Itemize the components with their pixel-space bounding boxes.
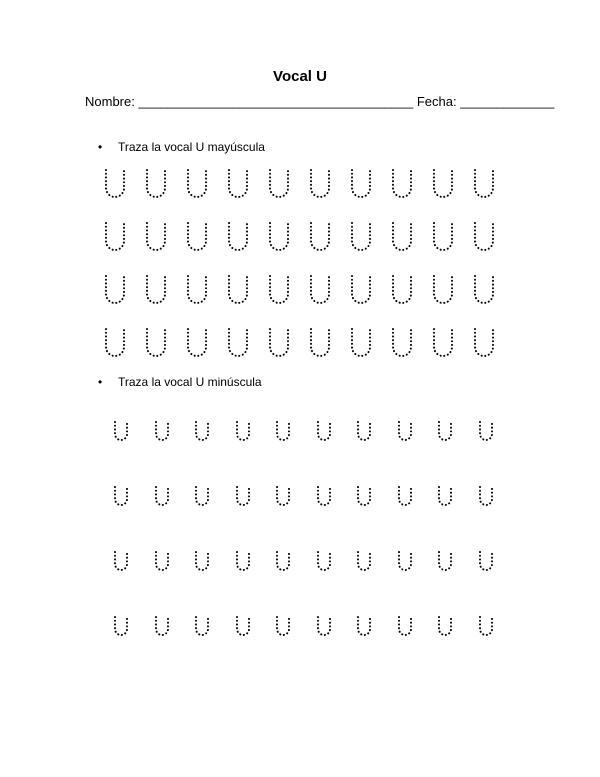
tracing-letter-U [145,274,167,310]
tracing-letter-u [397,485,413,512]
tracing-letter-U [473,274,495,310]
page-title: Vocal U [273,68,327,85]
tracing-letter-U [473,168,495,204]
date-label: Fecha: [416,94,457,109]
instruction-uppercase-text: Traza la vocal U mayúscula [118,140,265,154]
tracing-letter-u [194,615,210,642]
tracing-letter-U [432,327,454,363]
tracing-letter-U [309,274,331,310]
tracing-letter-u [113,485,129,512]
tracing-letter-u [235,615,251,642]
tracing-letter-u [437,550,453,577]
tracing-letter-U [309,168,331,204]
tracing-letter-U [432,274,454,310]
bullet-icon: • [98,375,103,389]
tracing-letter-u [113,615,129,642]
tracing-letter-U [186,327,208,363]
tracing-letter-U [309,221,331,257]
tracing-letter-u [316,550,332,577]
tracing-letter-U [145,327,167,363]
tracing-letter-u [235,420,251,447]
name-date-line [85,94,554,109]
tracing-letter-u [275,550,291,577]
tracing-letter-U [432,168,454,204]
tracing-letter-U [268,221,290,257]
tracing-letter-u [356,615,372,642]
tracing-letter-U [350,274,372,310]
tracing-letter-U [104,168,126,204]
tracing-letter-u [113,420,129,447]
tracing-letter-u [275,485,291,512]
bullet-icon: • [98,140,103,154]
tracing-letter-U [227,274,249,310]
tracing-letter-u [194,420,210,447]
tracing-letter-u [478,550,494,577]
tracing-letter-u [275,615,291,642]
tracing-letter-U [104,221,126,257]
tracing-letter-U [391,168,413,204]
tracing-letter-U [268,274,290,310]
tracing-letter-U [309,327,331,363]
tracing-letter-u [397,550,413,577]
tracing-letter-u [356,485,372,512]
instruction-lowercase [98,375,262,389]
tracing-letter-u [154,485,170,512]
tracing-letter-U [473,327,495,363]
tracing-letter-U [227,168,249,204]
tracing-letter-U [104,274,126,310]
tracing-letter-U [391,274,413,310]
tracing-letter-u [437,485,453,512]
tracing-letter-U [391,221,413,257]
tracing-letter-u [316,485,332,512]
tracing-letter-U [186,274,208,310]
tracing-letter-U [186,168,208,204]
tracing-letter-u [275,420,291,447]
tracing-letter-u [478,615,494,642]
tracing-letter-U [227,221,249,257]
tracing-letter-u [356,550,372,577]
tracing-letter-u [235,550,251,577]
tracing-letter-U [350,168,372,204]
tracing-letter-u [478,485,494,512]
tracing-letter-U [145,221,167,257]
tracing-letter-u [316,420,332,447]
tracing-letter-u [194,550,210,577]
name-blank: ______________________________________ [138,94,414,109]
tracing-letter-u [235,485,251,512]
tracing-letter-U [145,168,167,204]
tracing-letter-u [316,615,332,642]
tracing-letter-U [350,221,372,257]
tracing-letter-U [432,221,454,257]
tracing-letter-U [186,221,208,257]
tracing-letter-U [227,327,249,363]
tracing-letter-u [437,420,453,447]
tracing-letter-u [154,420,170,447]
tracing-letter-U [268,327,290,363]
tracing-letter-U [104,327,126,363]
instruction-lowercase-text: Traza la vocal U minúscula [118,375,262,389]
tracing-letter-U [473,221,495,257]
tracing-letter-u [113,550,129,577]
tracing-letter-u [154,615,170,642]
tracing-letter-u [437,615,453,642]
tracing-letter-U [391,327,413,363]
tracing-letter-U [268,168,290,204]
date-blank: _____________ [460,94,555,109]
name-label: Nombre: [85,94,135,109]
tracing-letter-u [154,550,170,577]
tracing-letter-u [478,420,494,447]
tracing-letter-u [397,420,413,447]
tracing-letter-u [356,420,372,447]
instruction-uppercase [98,140,265,154]
tracing-letter-U [350,327,372,363]
tracing-letter-u [194,485,210,512]
tracing-letter-u [397,615,413,642]
